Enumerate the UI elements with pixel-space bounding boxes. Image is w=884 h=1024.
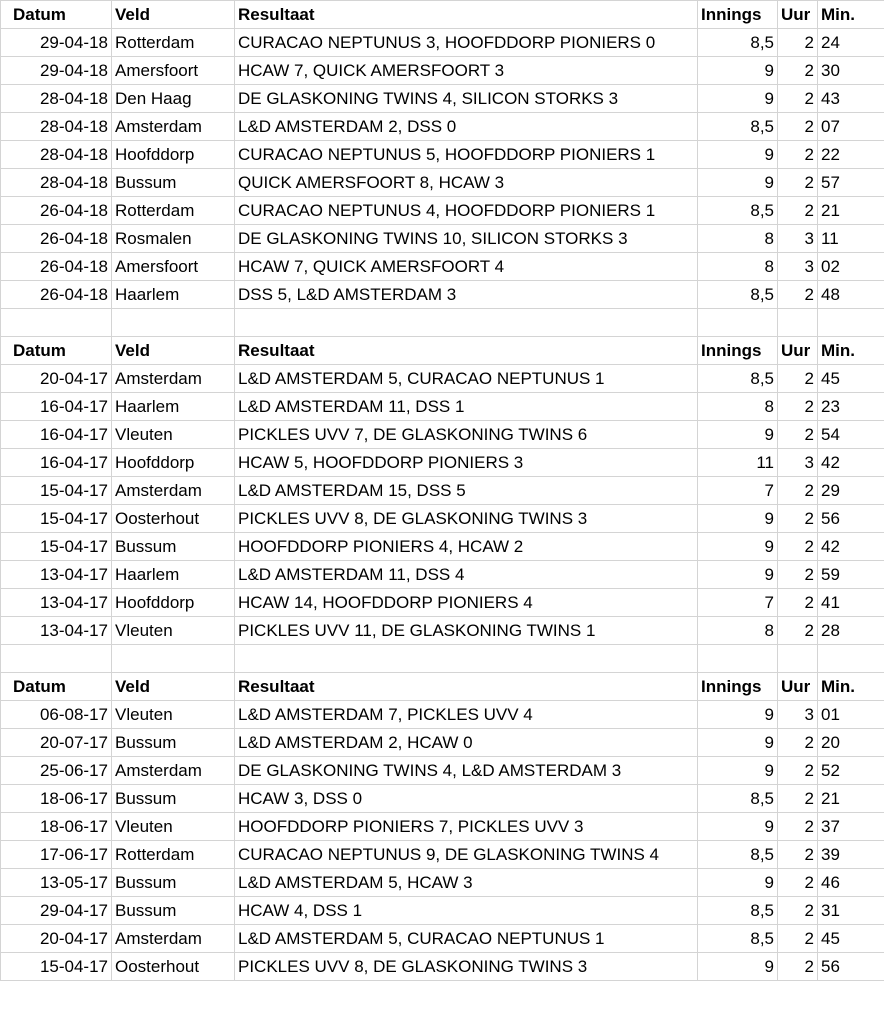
cell-innings[interactable]: 8,5 xyxy=(698,281,778,309)
cell-datum[interactable]: 29-04-18 xyxy=(1,57,112,85)
cell-resultaat[interactable]: L&D AMSTERDAM 7, PICKLES UVV 4 xyxy=(235,701,698,729)
cell-uur[interactable]: 2 xyxy=(778,841,818,869)
cell-min[interactable]: 21 xyxy=(818,785,884,813)
cell-min[interactable]: 54 xyxy=(818,421,884,449)
cell-resultaat[interactable]: HCAW 4, DSS 1 xyxy=(235,897,698,925)
cell-min[interactable]: 45 xyxy=(818,925,884,953)
cell-uur[interactable]: 2 xyxy=(778,757,818,785)
cell-min[interactable]: 56 xyxy=(818,953,884,981)
cell-veld[interactable]: Amsterdam xyxy=(112,477,235,505)
table-row xyxy=(1,365,884,393)
header-veld[interactable]: Veld xyxy=(112,337,235,365)
empty-cell[interactable] xyxy=(235,645,698,673)
cell-datum[interactable]: 15-04-17 xyxy=(1,477,112,505)
cell-min[interactable]: 02 xyxy=(818,253,884,281)
header-min[interactable]: Min. xyxy=(818,673,884,701)
cell-innings[interactable]: 7 xyxy=(698,589,778,617)
header-innings[interactable]: Innings xyxy=(698,1,778,29)
header-resultaat[interactable]: Resultaat xyxy=(235,673,698,701)
cell-datum[interactable]: 15-04-17 xyxy=(1,533,112,561)
cell-resultaat[interactable]: PICKLES UVV 11, DE GLASKONING TWINS 1 xyxy=(235,617,698,645)
cell-min[interactable]: 20 xyxy=(818,729,884,757)
header-innings[interactable]: Innings xyxy=(698,337,778,365)
cell-min[interactable]: 52 xyxy=(818,757,884,785)
table-row xyxy=(1,785,884,813)
cell-resultaat[interactable]: DSS 5, L&D AMSTERDAM 3 xyxy=(235,281,698,309)
cell-min[interactable]: 39 xyxy=(818,841,884,869)
cell-uur[interactable]: 3 xyxy=(778,225,818,253)
header-uur[interactable]: Uur xyxy=(778,1,818,29)
cell-veld[interactable]: Vleuten xyxy=(112,617,235,645)
cell-innings[interactable]: 8,5 xyxy=(698,925,778,953)
cell-uur[interactable]: 2 xyxy=(778,617,818,645)
cell-datum[interactable]: 18-06-17 xyxy=(1,785,112,813)
cell-innings[interactable]: 8,5 xyxy=(698,841,778,869)
cell-datum[interactable]: 26-04-18 xyxy=(1,197,112,225)
cell-innings[interactable]: 9 xyxy=(698,169,778,197)
cell-uur[interactable]: 2 xyxy=(778,29,818,57)
cell-veld[interactable]: Haarlem xyxy=(112,561,235,589)
cell-resultaat[interactable]: DE GLASKONING TWINS 4, L&D AMSTERDAM 3 xyxy=(235,757,698,785)
header-veld[interactable]: Veld xyxy=(112,673,235,701)
cell-uur[interactable]: 2 xyxy=(778,113,818,141)
cell-resultaat[interactable]: L&D AMSTERDAM 11, DSS 1 xyxy=(235,393,698,421)
cell-innings[interactable]: 8 xyxy=(698,253,778,281)
cell-innings[interactable]: 9 xyxy=(698,533,778,561)
cell-min[interactable]: 48 xyxy=(818,281,884,309)
cell-innings[interactable]: 8,5 xyxy=(698,29,778,57)
cell-innings[interactable]: 7 xyxy=(698,477,778,505)
table-row xyxy=(1,841,884,869)
table-row xyxy=(1,925,884,953)
cell-uur[interactable]: 2 xyxy=(778,57,818,85)
cell-uur[interactable]: 2 xyxy=(778,813,818,841)
cell-innings[interactable]: 9 xyxy=(698,701,778,729)
cell-innings[interactable]: 9 xyxy=(698,729,778,757)
cell-min[interactable]: 21 xyxy=(818,197,884,225)
cell-innings[interactable]: 8 xyxy=(698,393,778,421)
cell-innings[interactable]: 8,5 xyxy=(698,113,778,141)
cell-uur[interactable]: 2 xyxy=(778,365,818,393)
table-row xyxy=(1,561,884,589)
cell-uur[interactable]: 2 xyxy=(778,897,818,925)
cell-resultaat[interactable]: L&D AMSTERDAM 2, HCAW 0 xyxy=(235,729,698,757)
cell-resultaat[interactable]: HOOFDDORP PIONIERS 7, PICKLES UVV 3 xyxy=(235,813,698,841)
cell-datum[interactable]: 13-04-17 xyxy=(1,589,112,617)
table-row xyxy=(1,617,884,645)
header-row xyxy=(1,1,884,29)
cell-datum[interactable]: 18-06-17 xyxy=(1,813,112,841)
cell-innings[interactable]: 9 xyxy=(698,57,778,85)
table-row xyxy=(1,701,884,729)
cell-resultaat[interactable]: HOOFDDORP PIONIERS 4, HCAW 2 xyxy=(235,533,698,561)
cell-uur[interactable]: 3 xyxy=(778,449,818,477)
empty-row xyxy=(1,309,884,337)
cell-min[interactable]: 01 xyxy=(818,701,884,729)
empty-cell[interactable] xyxy=(818,309,884,337)
cell-resultaat[interactable]: CURACAO NEPTUNUS 3, HOOFDDORP PIONIERS 0 xyxy=(235,29,698,57)
header-min[interactable]: Min. xyxy=(818,1,884,29)
cell-datum[interactable]: 16-04-17 xyxy=(1,393,112,421)
cell-veld[interactable]: Bussum xyxy=(112,785,235,813)
empty-cell[interactable] xyxy=(778,645,818,673)
cell-uur[interactable]: 2 xyxy=(778,85,818,113)
cell-resultaat[interactable]: L&D AMSTERDAM 15, DSS 5 xyxy=(235,477,698,505)
cell-uur[interactable]: 2 xyxy=(778,533,818,561)
table-row xyxy=(1,141,884,169)
cell-veld[interactable]: Amsterdam xyxy=(112,757,235,785)
cell-uur[interactable]: 2 xyxy=(778,729,818,757)
cell-resultaat[interactable]: CURACAO NEPTUNUS 9, DE GLASKONING TWINS 4 xyxy=(235,841,698,869)
cell-veld[interactable]: Amersfoort xyxy=(112,253,235,281)
cell-datum[interactable]: 16-04-17 xyxy=(1,449,112,477)
empty-cell[interactable] xyxy=(112,309,235,337)
cell-veld[interactable]: Amsterdam xyxy=(112,113,235,141)
cell-datum[interactable]: 17-06-17 xyxy=(1,841,112,869)
cell-resultaat[interactable]: CURACAO NEPTUNUS 4, HOOFDDORP PIONIERS 1 xyxy=(235,197,698,225)
cell-datum[interactable]: 28-04-18 xyxy=(1,113,112,141)
cell-veld[interactable]: Rotterdam xyxy=(112,841,235,869)
empty-cell[interactable] xyxy=(1,645,112,673)
table-row xyxy=(1,225,884,253)
cell-veld[interactable]: Rotterdam xyxy=(112,197,235,225)
cell-min[interactable]: 29 xyxy=(818,477,884,505)
cell-datum[interactable]: 15-04-17 xyxy=(1,953,112,981)
header-innings[interactable]: Innings xyxy=(698,673,778,701)
table-row xyxy=(1,113,884,141)
cell-min[interactable]: 41 xyxy=(818,589,884,617)
cell-veld[interactable]: Rotterdam xyxy=(112,29,235,57)
cell-innings[interactable]: 8 xyxy=(698,617,778,645)
cell-uur[interactable]: 2 xyxy=(778,477,818,505)
table-row xyxy=(1,85,884,113)
cell-datum[interactable]: 13-04-17 xyxy=(1,617,112,645)
empty-cell[interactable] xyxy=(698,309,778,337)
header-min[interactable]: Min. xyxy=(818,337,884,365)
cell-veld[interactable]: Haarlem xyxy=(112,281,235,309)
cell-resultaat[interactable]: QUICK AMERSFOORT 8, HCAW 3 xyxy=(235,169,698,197)
table-row xyxy=(1,589,884,617)
cell-innings[interactable]: 8,5 xyxy=(698,897,778,925)
cell-min[interactable]: 30 xyxy=(818,57,884,85)
empty-cell[interactable] xyxy=(235,309,698,337)
cell-innings[interactable]: 8 xyxy=(698,225,778,253)
table-row xyxy=(1,449,884,477)
cell-resultaat[interactable]: CURACAO NEPTUNUS 5, HOOFDDORP PIONIERS 1 xyxy=(235,141,698,169)
table-row xyxy=(1,57,884,85)
cell-resultaat[interactable]: L&D AMSTERDAM 2, DSS 0 xyxy=(235,113,698,141)
header-uur[interactable]: Uur xyxy=(778,673,818,701)
cell-datum[interactable]: 13-05-17 xyxy=(1,869,112,897)
cell-innings[interactable]: 11 xyxy=(698,449,778,477)
cell-veld[interactable]: Amersfoort xyxy=(112,57,235,85)
cell-min[interactable]: 24 xyxy=(818,29,884,57)
cell-uur[interactable]: 2 xyxy=(778,421,818,449)
cell-innings[interactable]: 9 xyxy=(698,561,778,589)
header-uur[interactable]: Uur xyxy=(778,337,818,365)
cell-uur[interactable]: 2 xyxy=(778,925,818,953)
cell-innings[interactable]: 9 xyxy=(698,141,778,169)
cell-veld[interactable]: Bussum xyxy=(112,729,235,757)
cell-datum[interactable]: 20-07-17 xyxy=(1,729,112,757)
table-row xyxy=(1,29,884,57)
cell-resultaat[interactable]: DE GLASKONING TWINS 4, SILICON STORKS 3 xyxy=(235,85,698,113)
table-row xyxy=(1,505,884,533)
cell-uur[interactable]: 2 xyxy=(778,393,818,421)
cell-datum[interactable]: 15-04-17 xyxy=(1,505,112,533)
cell-uur[interactable]: 2 xyxy=(778,505,818,533)
cell-datum[interactable]: 26-04-18 xyxy=(1,253,112,281)
cell-min[interactable]: 42 xyxy=(818,533,884,561)
cell-veld[interactable]: Oosterhout xyxy=(112,505,235,533)
cell-veld[interactable]: Bussum xyxy=(112,897,235,925)
cell-veld[interactable]: Oosterhout xyxy=(112,953,235,981)
table-row xyxy=(1,281,884,309)
cell-min[interactable]: 43 xyxy=(818,85,884,113)
cell-min[interactable]: 23 xyxy=(818,393,884,421)
table-row xyxy=(1,421,884,449)
header-resultaat[interactable]: Resultaat xyxy=(235,1,698,29)
cell-innings[interactable]: 9 xyxy=(698,757,778,785)
header-datum[interactable]: Datum xyxy=(1,337,112,365)
table-row xyxy=(1,253,884,281)
cell-veld[interactable]: Amsterdam xyxy=(112,365,235,393)
cell-datum[interactable]: 20-04-17 xyxy=(1,925,112,953)
cell-resultaat[interactable]: HCAW 14, HOOFDDORP PIONIERS 4 xyxy=(235,589,698,617)
cell-min[interactable]: 57 xyxy=(818,169,884,197)
header-resultaat[interactable]: Resultaat xyxy=(235,337,698,365)
cell-resultaat[interactable]: HCAW 5, HOOFDDORP PIONIERS 3 xyxy=(235,449,698,477)
header-datum[interactable]: Datum xyxy=(1,1,112,29)
cell-uur[interactable]: 2 xyxy=(778,281,818,309)
cell-uur[interactable]: 2 xyxy=(778,197,818,225)
cell-min[interactable]: 45 xyxy=(818,365,884,393)
cell-min[interactable]: 07 xyxy=(818,113,884,141)
cell-uur[interactable]: 2 xyxy=(778,141,818,169)
cell-uur[interactable]: 2 xyxy=(778,589,818,617)
header-row xyxy=(1,673,884,701)
table-row xyxy=(1,197,884,225)
cell-veld[interactable]: Bussum xyxy=(112,533,235,561)
cell-resultaat[interactable]: L&D AMSTERDAM 11, DSS 4 xyxy=(235,561,698,589)
cell-resultaat[interactable]: L&D AMSTERDAM 5, CURACAO NEPTUNUS 1 xyxy=(235,365,698,393)
header-veld[interactable]: Veld xyxy=(112,1,235,29)
cell-veld[interactable]: Amsterdam xyxy=(112,925,235,953)
cell-resultaat[interactable]: L&D AMSTERDAM 5, HCAW 3 xyxy=(235,869,698,897)
cell-innings[interactable]: 9 xyxy=(698,869,778,897)
cell-min[interactable]: 31 xyxy=(818,897,884,925)
cell-resultaat[interactable]: PICKLES UVV 8, DE GLASKONING TWINS 3 xyxy=(235,505,698,533)
cell-resultaat[interactable]: PICKLES UVV 7, DE GLASKONING TWINS 6 xyxy=(235,421,698,449)
cell-datum[interactable]: 29-04-17 xyxy=(1,897,112,925)
empty-cell[interactable] xyxy=(1,309,112,337)
header-datum[interactable]: Datum xyxy=(1,673,112,701)
cell-min[interactable]: 42 xyxy=(818,449,884,477)
cell-datum[interactable]: 13-04-17 xyxy=(1,561,112,589)
cell-datum[interactable]: 29-04-18 xyxy=(1,29,112,57)
cell-veld[interactable]: Den Haag xyxy=(112,85,235,113)
cell-min[interactable]: 37 xyxy=(818,813,884,841)
empty-cell[interactable] xyxy=(818,645,884,673)
cell-uur[interactable]: 2 xyxy=(778,785,818,813)
cell-innings[interactable]: 8,5 xyxy=(698,365,778,393)
cell-min[interactable]: 46 xyxy=(818,869,884,897)
table-row xyxy=(1,953,884,981)
cell-min[interactable]: 56 xyxy=(818,505,884,533)
cell-datum[interactable]: 28-04-18 xyxy=(1,141,112,169)
header-row xyxy=(1,337,884,365)
cell-veld[interactable]: Hoofddorp xyxy=(112,589,235,617)
cell-uur[interactable]: 2 xyxy=(778,169,818,197)
table-row xyxy=(1,533,884,561)
table-row xyxy=(1,869,884,897)
cell-veld[interactable]: Hoofddorp xyxy=(112,141,235,169)
table-row xyxy=(1,393,884,421)
cell-resultaat[interactable]: L&D AMSTERDAM 5, CURACAO NEPTUNUS 1 xyxy=(235,925,698,953)
cell-resultaat[interactable]: HCAW 7, QUICK AMERSFOORT 3 xyxy=(235,57,698,85)
cell-innings[interactable]: 9 xyxy=(698,421,778,449)
cell-resultaat[interactable]: PICKLES UVV 8, DE GLASKONING TWINS 3 xyxy=(235,953,698,981)
cell-resultaat[interactable]: DE GLASKONING TWINS 10, SILICON STORKS 3 xyxy=(235,225,698,253)
cell-innings[interactable]: 8,5 xyxy=(698,197,778,225)
cell-innings[interactable]: 9 xyxy=(698,953,778,981)
cell-resultaat[interactable]: HCAW 7, QUICK AMERSFOORT 4 xyxy=(235,253,698,281)
table-row xyxy=(1,813,884,841)
table-row xyxy=(1,757,884,785)
empty-cell[interactable] xyxy=(112,645,235,673)
cell-veld[interactable]: Haarlem xyxy=(112,393,235,421)
cell-datum[interactable]: 25-06-17 xyxy=(1,757,112,785)
cell-innings[interactable]: 9 xyxy=(698,85,778,113)
cell-min[interactable]: 11 xyxy=(818,225,884,253)
table-row xyxy=(1,169,884,197)
cell-uur[interactable]: 2 xyxy=(778,869,818,897)
cell-innings[interactable]: 9 xyxy=(698,813,778,841)
cell-datum[interactable]: 06-08-17 xyxy=(1,701,112,729)
empty-row xyxy=(1,645,884,673)
cell-veld[interactable]: Vleuten xyxy=(112,813,235,841)
cell-datum[interactable]: 28-04-18 xyxy=(1,169,112,197)
cell-uur[interactable]: 3 xyxy=(778,253,818,281)
cell-min[interactable]: 59 xyxy=(818,561,884,589)
cell-uur[interactable]: 3 xyxy=(778,701,818,729)
cell-datum[interactable]: 26-04-18 xyxy=(1,225,112,253)
cell-uur[interactable]: 2 xyxy=(778,561,818,589)
cell-veld[interactable]: Vleuten xyxy=(112,701,235,729)
cell-veld[interactable]: Rosmalen xyxy=(112,225,235,253)
cell-veld[interactable]: Bussum xyxy=(112,869,235,897)
cell-innings[interactable]: 9 xyxy=(698,505,778,533)
cell-datum[interactable]: 20-04-17 xyxy=(1,365,112,393)
cell-veld[interactable]: Vleuten xyxy=(112,421,235,449)
table-row xyxy=(1,729,884,757)
cell-innings[interactable]: 8,5 xyxy=(698,785,778,813)
table-row xyxy=(1,897,884,925)
empty-cell[interactable] xyxy=(778,309,818,337)
cell-uur[interactable]: 2 xyxy=(778,953,818,981)
cell-min[interactable]: 28 xyxy=(818,617,884,645)
cell-resultaat[interactable]: HCAW 3, DSS 0 xyxy=(235,785,698,813)
cell-min[interactable]: 22 xyxy=(818,141,884,169)
cell-datum[interactable]: 16-04-17 xyxy=(1,421,112,449)
table-row xyxy=(1,477,884,505)
cell-veld[interactable]: Bussum xyxy=(112,169,235,197)
cell-veld[interactable]: Hoofddorp xyxy=(112,449,235,477)
cell-datum[interactable]: 28-04-18 xyxy=(1,85,112,113)
empty-cell[interactable] xyxy=(698,645,778,673)
cell-datum[interactable]: 26-04-18 xyxy=(1,281,112,309)
